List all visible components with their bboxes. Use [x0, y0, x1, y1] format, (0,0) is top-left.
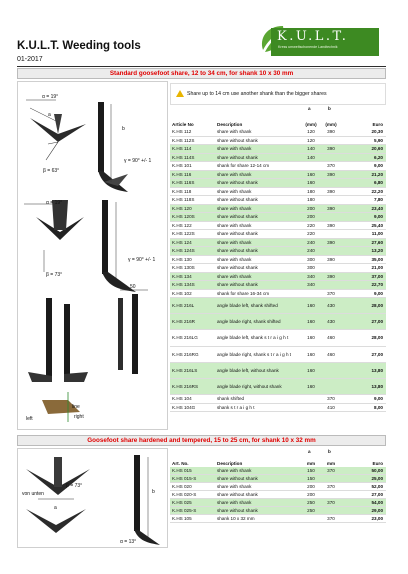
price-cell: 29,00 [371, 508, 383, 513]
table-row [170, 363, 386, 379]
logo-text: K.U.L.T. [277, 29, 349, 44]
price-cell: 37,00 [371, 273, 383, 279]
section1-illustrations [17, 81, 168, 430]
a-dim-cell: 300 [307, 265, 315, 271]
header-divider [17, 66, 386, 67]
price-cell: 13,20 [371, 248, 383, 254]
a-dim-cell: 160 [307, 367, 315, 373]
line-label: line [72, 404, 80, 410]
price-cell: 50,00 [371, 468, 383, 473]
table-header [170, 449, 386, 467]
description-cell: angle blade right, without shank [217, 384, 282, 390]
col-article: Article No [172, 121, 194, 127]
article-cell: K.HS 104 [172, 396, 192, 402]
b-dim-cell: 390 [327, 146, 335, 152]
table-row [170, 196, 386, 205]
article-cell: K.HS 116 [172, 171, 192, 177]
price-cell: 21,00 [371, 265, 383, 271]
a-dim-cell: 220 [307, 231, 315, 237]
a-dim-cell [303, 162, 319, 170]
article-cell: K.HS 114S [172, 154, 195, 160]
a-dim-cell [303, 404, 319, 412]
col-article: Art. No. [172, 460, 189, 466]
table-row [170, 314, 386, 330]
price-cell: 27,00 [371, 492, 383, 497]
price-cell: 11,00 [371, 231, 383, 237]
description-cell: share without shank [217, 137, 258, 143]
a-dim-cell: 160 [307, 303, 315, 309]
article-cell: K.HS 120S [172, 214, 195, 220]
table-row [170, 347, 386, 363]
a-dim-cell [303, 395, 319, 403]
b-dim-cell: 370 [327, 484, 335, 489]
description-cell: share with shank [217, 146, 252, 152]
description-cell: share without shank [217, 282, 258, 288]
col-euro: Euro [372, 121, 383, 127]
b-label: b [122, 126, 125, 132]
left-label: left [26, 416, 33, 422]
shank-note [170, 83, 386, 105]
page-title: K.U.L.T. Weeding tools [17, 40, 141, 52]
b-dim-cell: 370 [327, 468, 335, 473]
description-cell: share without shank [217, 214, 258, 220]
article-cell: K.HS 025-S [172, 508, 197, 513]
b-dim-cell: 430 [327, 303, 335, 309]
article-cell: K.HS 020 [172, 484, 192, 489]
description-cell: share without shank [217, 154, 258, 160]
description-cell: share without shank [217, 476, 258, 481]
article-cell: K.HS 122S [172, 231, 195, 237]
price-cell: 27,00 [371, 319, 383, 325]
description-cell: share without shank [217, 197, 258, 203]
a-dim-header: a [308, 106, 311, 111]
price-cell: 23,00 [371, 516, 383, 521]
b-dim-cell: 390 [327, 239, 335, 245]
price-cell: 23,40 [371, 205, 383, 211]
a-dim-cell: 250 [307, 508, 315, 513]
a-dim-cell: 220 [307, 222, 315, 228]
table-row [170, 205, 386, 214]
description-cell: shank shifted [217, 396, 245, 402]
description-cell: angle blade right, shank s t r a i g h t [217, 351, 292, 357]
description-cell: share without shank [217, 248, 258, 254]
description-cell: share with shank [217, 222, 252, 228]
b-dim-cell: 390 [327, 129, 335, 135]
a-dim-header: a [308, 449, 311, 454]
table-row [170, 273, 386, 282]
table-row [170, 404, 386, 413]
price-cell: 5,90 [374, 137, 383, 143]
price-cell: 7,80 [374, 197, 383, 203]
article-cell: K.HS 114 [172, 146, 192, 152]
a-dim-cell: 200 [307, 484, 315, 489]
von-unten-label: von unten [22, 491, 44, 497]
table-row [170, 171, 386, 180]
table-row [170, 491, 386, 499]
description-cell: share with shank [217, 239, 252, 245]
price-cell: 9,00 [374, 396, 383, 402]
section2-heading: Goosefoot share hardened and tempered, 15 to 25 cm, for shank 10 x 32 mm [17, 435, 386, 446]
article-cell: K.HS 104G [172, 404, 196, 410]
price-cell: 35,00 [371, 256, 383, 262]
article-cell: K.HS 025 [172, 500, 192, 505]
gamma2-label: γ = 90° +/- 1 [128, 257, 156, 263]
logo-subtitle: Kress umweltschonende Landtechnik [278, 45, 338, 49]
b-dim-cell: 370 [327, 516, 335, 521]
b-dim-cell: 370 [327, 500, 335, 505]
price-cell: 22,20 [371, 188, 383, 194]
col-description: Description [217, 121, 243, 127]
description-cell: shank 10 x 32 mm [217, 516, 255, 521]
article-cell: K.HS 118S [172, 197, 195, 203]
description-cell: angle blade left, without shank [217, 367, 279, 373]
a-dim-cell: 160 [307, 319, 315, 325]
price-cell: 25,00 [371, 476, 383, 481]
page-date: 01-2017 [17, 56, 43, 63]
article-cell: K.HS 015 [172, 468, 192, 473]
table-row [170, 507, 386, 515]
table-row [170, 222, 386, 231]
alpha-label-2: α = 13° [120, 539, 137, 545]
a-label-2: a [54, 505, 57, 511]
a-dim-cell: 240 [307, 248, 315, 254]
description-cell: share with shank [217, 188, 252, 194]
description-cell: share with shank [217, 484, 252, 489]
table-row [170, 128, 386, 137]
a-dim-cell: 180 [307, 188, 315, 194]
b-dim-cell [320, 154, 342, 162]
table-row [170, 145, 386, 154]
b-dim-cell: 390 [327, 205, 335, 211]
table-row [170, 379, 386, 395]
article-cell: K.HS 130S [172, 265, 195, 271]
description-cell: share without shank [217, 492, 258, 497]
article-cell: K.HS 124 [172, 239, 192, 245]
article-cell: K.HS 112 [172, 129, 192, 135]
b-dim-cell [320, 179, 342, 187]
dim50-label: 50 [130, 284, 136, 290]
section2-illustrations [17, 448, 168, 548]
beta-label: β = 63° [43, 168, 60, 174]
b-dim-cell: 410 [327, 404, 335, 410]
table-row [170, 467, 386, 475]
b-dim-header: b [328, 106, 331, 111]
description-cell: angle blade left, shank shifted [217, 303, 278, 309]
a-dim-cell: 200 [307, 492, 315, 497]
section1-table [170, 106, 386, 412]
article-cell: K.HS 134S [172, 282, 195, 288]
a-dim-cell: 300 [307, 256, 315, 262]
price-cell: 8,00 [374, 404, 383, 410]
price-cell: 52,00 [371, 484, 383, 489]
price-cell: 9,00 [374, 290, 383, 296]
b-dim-cell [320, 281, 342, 289]
a-dim-cell: 150 [307, 476, 315, 481]
description-cell: shank s t r a i g h t [217, 404, 255, 410]
table-row [170, 230, 386, 239]
a-dim-cell: 160 [307, 171, 315, 177]
a-dim-cell: 160 [307, 384, 315, 390]
description-cell: share with shank [217, 273, 252, 279]
article-cell: K.HS 130 [172, 256, 192, 262]
b-dim-cell [320, 507, 342, 514]
col-euro: Euro [372, 460, 383, 466]
table-row [170, 330, 386, 346]
article-cell: K.HS 015-S [172, 476, 197, 481]
description-cell: angle blade left, shank s t r a i g h t [217, 335, 289, 341]
right-label: right [74, 414, 84, 420]
price-cell: 13,80 [371, 384, 383, 390]
b-dim-cell [320, 213, 342, 221]
b-dim-cell [320, 363, 342, 378]
b-dim-cell: 460 [327, 335, 335, 341]
a-dim-cell: 160 [307, 351, 315, 357]
b-dim-cell: 430 [327, 319, 335, 325]
kult-logo [257, 20, 379, 58]
table-row [170, 154, 386, 163]
table-row [170, 247, 386, 256]
description-cell: shank for share 16-34 cm [217, 290, 270, 296]
a-dim-cell: 160 [307, 335, 315, 341]
description-cell: share without shank [217, 265, 258, 271]
b-dim-cell: 390 [327, 222, 335, 228]
article-cell: K.HS 118 [172, 188, 192, 194]
a-dim-cell: 120 [307, 129, 315, 135]
a-dim-cell [303, 290, 319, 298]
col-description: Description [217, 460, 243, 466]
col-a-mm: (mm) [305, 121, 317, 127]
a-dim-cell: 180 [307, 197, 315, 203]
description-cell: share with shank [217, 171, 252, 177]
table-row [170, 483, 386, 491]
b-dim-cell: 390 [327, 273, 335, 279]
description-cell: share with shank [217, 468, 252, 473]
description-cell: share without shank [217, 180, 258, 186]
a-dim-cell: 250 [307, 500, 315, 505]
price-cell: 13,80 [371, 367, 383, 373]
warning-icon [176, 90, 184, 97]
a-dim-cell: 340 [307, 282, 315, 288]
article-cell: K.HS 216LS [172, 367, 198, 373]
description-cell: share without shank [217, 508, 258, 513]
table-header [170, 106, 386, 128]
col-b-mm: (mm) [325, 121, 337, 127]
b-dim-cell [320, 475, 342, 482]
section2-table [170, 449, 386, 523]
col-a-mm: mm [306, 460, 316, 466]
hardened-share-drawings [18, 449, 169, 549]
b-dim-header: b [328, 449, 331, 454]
b-dim-cell: 370 [327, 290, 335, 296]
article-cell: K.HS 122 [172, 222, 192, 228]
table-row [170, 515, 386, 523]
price-cell: 20,60 [371, 146, 383, 152]
a-dim-cell: 120 [307, 137, 315, 143]
a-dim-cell: 200 [307, 205, 315, 211]
a-label: a [48, 112, 51, 118]
article-cell: K.HS 105 [172, 516, 192, 521]
price-cell: 27,00 [371, 351, 383, 357]
price-cell: 28,00 [371, 303, 383, 309]
description-cell: share with shank [217, 256, 252, 262]
b-dim-cell [320, 491, 342, 498]
b-dim-cell: 390 [327, 171, 335, 177]
description-cell: share with shank [217, 129, 252, 135]
article-cell: K.HS 120 [172, 205, 192, 211]
table-row [170, 179, 386, 188]
article-cell: K.HS 216L [172, 303, 195, 309]
beta-label-2: β = 73° [66, 483, 83, 489]
a-dim-cell: 340 [307, 273, 315, 279]
price-cell: 54,00 [371, 500, 383, 505]
note-text: Share up to 14 cm use another shank than the bigger shares [187, 91, 327, 97]
b-dim-cell [320, 264, 342, 272]
description-cell: angle blade right, shank shifted [217, 319, 281, 325]
table-row [170, 395, 386, 404]
a-dim-cell: 200 [307, 214, 315, 220]
a-dim-cell: 240 [307, 239, 315, 245]
a-dim-cell: 160 [307, 180, 315, 186]
beta2-label: β = 73° [46, 272, 63, 278]
table-row [170, 290, 386, 299]
table-row [170, 239, 386, 248]
b-label-2: b [152, 489, 155, 495]
alpha-label: α = 19° [42, 94, 59, 100]
b-dim-cell: 460 [327, 351, 335, 357]
article-cell: K.HS 101 [172, 163, 192, 169]
a-dim-cell [303, 515, 319, 522]
table-row [170, 256, 386, 265]
article-cell: K.HS 216R [172, 319, 195, 325]
table-row [170, 281, 386, 290]
price-cell: 9,00 [374, 214, 383, 220]
article-cell: K.HS 216RG [172, 351, 199, 357]
article-cell: K.HS 116S [172, 180, 195, 186]
price-cell: 27,60 [371, 239, 383, 245]
description-cell: share with shank [217, 500, 252, 505]
price-cell: 20,30 [371, 129, 383, 135]
a-dim-cell: 140 [307, 154, 315, 160]
table-row [170, 264, 386, 273]
b-dim-cell: 370 [327, 396, 335, 402]
table-row [170, 475, 386, 483]
table-row [170, 213, 386, 222]
b-dim-cell [320, 379, 342, 394]
price-cell: 9,00 [374, 163, 383, 169]
table-row [170, 137, 386, 146]
col-b-mm: mm [326, 460, 336, 466]
table-row [170, 298, 386, 314]
b-dim-cell [320, 196, 342, 204]
b-dim-cell [320, 230, 342, 238]
gamma-label: γ = 90° +/- 1 [124, 158, 152, 164]
price-cell: 6,80 [374, 180, 383, 186]
table-row [170, 499, 386, 507]
a-dim-cell: 150 [307, 468, 315, 473]
description-cell: share with shank [217, 205, 252, 211]
a-dim-cell: 140 [307, 146, 315, 152]
description-cell: share without shank [217, 231, 258, 237]
description-cell: shank for share 12-14 cm [217, 163, 270, 169]
table-row [170, 162, 386, 171]
section1-heading: Standard goosefoot share, 12 to 34 cm, for shank 10 x 30 mm [17, 68, 386, 79]
alpha2-label: α = 19° [46, 200, 63, 206]
article-cell: K.HS 134 [172, 273, 192, 279]
b-dim-cell [320, 247, 342, 255]
article-cell: K.HS 112S [172, 137, 195, 143]
price-cell: 21,20 [371, 171, 383, 177]
table-row [170, 188, 386, 197]
b-dim-cell: 370 [327, 163, 335, 169]
article-cell: K.HS 020-S [172, 492, 197, 497]
price-cell: 28,00 [371, 335, 383, 341]
price-cell: 25,40 [371, 222, 383, 228]
article-cell: K.HS 102 [172, 290, 192, 296]
price-cell: 22,70 [371, 282, 383, 288]
article-cell: K.HS 216LG [172, 335, 198, 341]
article-cell: K.HS 124S [172, 248, 195, 254]
b-dim-cell [320, 137, 342, 145]
b-dim-cell: 390 [327, 188, 335, 194]
price-cell: 6,20 [374, 154, 383, 160]
b-dim-cell: 390 [327, 256, 335, 262]
article-cell: K.HS 216RS [172, 384, 199, 390]
